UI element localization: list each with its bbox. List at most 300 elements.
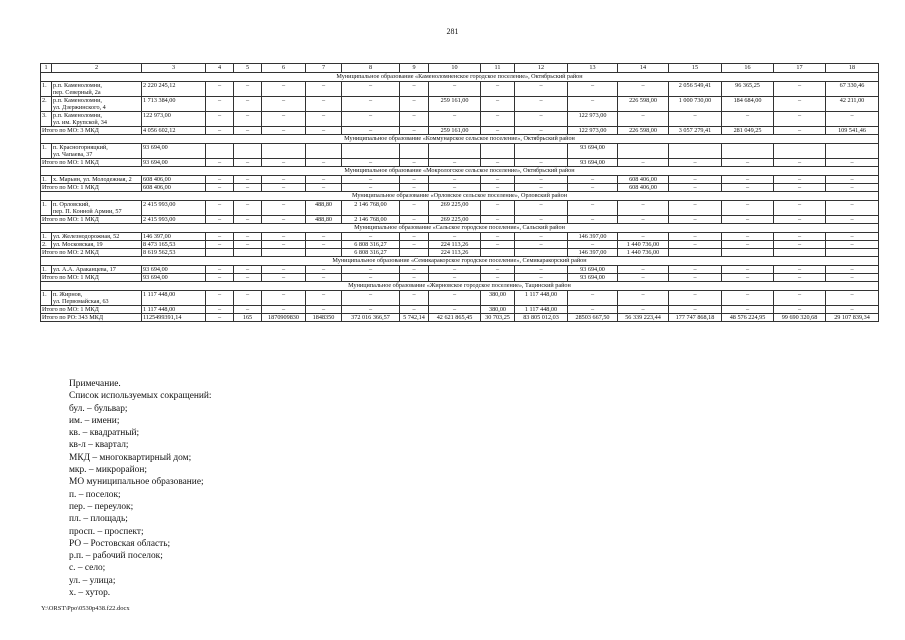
table-cell: 2 146 768,00	[342, 216, 400, 224]
table-cell: 1 713 384,00	[142, 97, 206, 112]
data-table-container	[40, 63, 870, 322]
table-cell: –	[234, 176, 262, 184]
table-cell: 93 694,00	[568, 159, 618, 167]
table-cell: –	[342, 266, 400, 274]
table-cell: –	[722, 291, 774, 306]
column-header: 10	[429, 64, 481, 73]
table-cell: 42 211,00	[826, 97, 879, 112]
table-cell	[206, 144, 234, 159]
table-cell: –	[481, 274, 515, 282]
table-cell: –	[262, 233, 306, 241]
table-cell: 488,80	[306, 201, 342, 216]
table-cell: –	[429, 82, 481, 97]
table-cell: –	[429, 233, 481, 241]
table-cell	[669, 144, 722, 159]
table-cell: –	[234, 184, 262, 192]
table-cell: –	[429, 306, 481, 314]
abbreviations-notes	[69, 378, 212, 599]
table-cell: –	[234, 127, 262, 135]
table-cell: –	[400, 201, 429, 216]
abbreviation-item: им. – имени;	[69, 415, 120, 426]
table-cell: –	[515, 241, 568, 249]
table-cell	[826, 249, 879, 257]
table-cell: –	[306, 266, 342, 274]
table-cell: –	[400, 291, 429, 306]
column-header: 4	[206, 64, 234, 73]
table-cell: 2 415 993,00	[142, 201, 206, 216]
table-cell: –	[234, 291, 262, 306]
table-cell: –	[774, 82, 826, 97]
table-cell: 1.	[41, 233, 52, 241]
table-cell: –	[515, 176, 568, 184]
table-cell: 2 220 245,12	[142, 82, 206, 97]
total-label: Итого по МО: 1 МКД	[41, 216, 142, 224]
section-row	[41, 257, 879, 266]
table-cell: –	[262, 176, 306, 184]
table-cell	[722, 249, 774, 257]
table-cell: –	[774, 127, 826, 135]
table-cell: 93 694,00	[142, 144, 206, 159]
table-cell: 372 016 366,57	[342, 314, 400, 322]
address-cell: р.п. Каменоломни, ул. Дзержинского, 4	[52, 97, 142, 112]
table-cell: –	[262, 97, 306, 112]
table-cell: 42 621 865,45	[429, 314, 481, 322]
total-row	[41, 216, 879, 224]
table-cell: –	[481, 241, 515, 249]
table-cell: 109 541,46	[826, 127, 879, 135]
column-header: 7	[306, 64, 342, 73]
table-cell	[400, 144, 429, 159]
table-cell: –	[568, 241, 618, 249]
table-cell: 608 406,00	[618, 184, 669, 192]
table-cell: 380,00	[481, 291, 515, 306]
table-cell: 56 339 223,44	[618, 314, 669, 322]
table-cell: –	[618, 159, 669, 167]
total-label: Итого по МО: 2 МКД	[41, 249, 142, 257]
table-cell: –	[262, 266, 306, 274]
file-path-footer: Y:\ORST\Ppo\0530p438.f22.docx	[41, 605, 130, 612]
table-cell: –	[568, 82, 618, 97]
table-row	[41, 201, 879, 216]
table-cell: 281 049,25	[722, 127, 774, 135]
table-cell: –	[618, 233, 669, 241]
table-cell: –	[722, 216, 774, 224]
table-cell: –	[429, 266, 481, 274]
total-row	[41, 184, 879, 192]
table-cell	[481, 249, 515, 257]
table-cell: –	[342, 112, 400, 127]
table-row	[41, 82, 879, 97]
table-cell: 2.	[41, 241, 52, 249]
column-header: 6	[262, 64, 306, 73]
table-cell: 1125499391,14	[142, 314, 206, 322]
table-cell: –	[618, 216, 669, 224]
table-cell: 1.	[41, 176, 52, 184]
table-cell	[429, 144, 481, 159]
abbreviation-item: п. – поселок;	[69, 489, 121, 500]
table-cell: –	[515, 112, 568, 127]
table-cell: –	[400, 184, 429, 192]
table-cell: 67 330,46	[826, 82, 879, 97]
abbreviation-item: р.п. – рабочий поселок;	[69, 551, 163, 562]
table-cell: 1.	[41, 291, 52, 306]
address-cell: п. Красногорняцкий, ул. Чапаева, 37	[52, 144, 142, 159]
table-cell: –	[774, 97, 826, 112]
column-header: 16	[722, 64, 774, 73]
table-cell: –	[262, 82, 306, 97]
column-header: 14	[618, 64, 669, 73]
abbreviation-item: х. – хутор.	[69, 588, 111, 599]
table-cell: 6 808 316,27	[342, 249, 400, 257]
table-cell: –	[206, 266, 234, 274]
table-cell: 1 117 448,00	[515, 306, 568, 314]
table-cell: –	[206, 201, 234, 216]
table-cell: –	[826, 241, 879, 249]
table-cell: –	[481, 266, 515, 274]
table-cell: 146 397,00	[568, 249, 618, 257]
table-cell: –	[206, 97, 234, 112]
table-cell: –	[206, 176, 234, 184]
table-cell: –	[568, 184, 618, 192]
table-cell: –	[515, 216, 568, 224]
table-cell: 269 225,00	[429, 201, 481, 216]
table-cell: –	[481, 201, 515, 216]
table-cell: –	[400, 176, 429, 184]
table-cell: –	[669, 184, 722, 192]
abbreviation-item: пер. – переулок;	[69, 501, 134, 512]
table-cell: –	[515, 233, 568, 241]
table-cell: –	[669, 216, 722, 224]
table-cell: 608 406,00	[142, 176, 206, 184]
table-cell: 2 056 549,41	[669, 82, 722, 97]
table-cell: 1.	[41, 201, 52, 216]
total-row	[41, 127, 879, 135]
section-title: Муниципальное образование «Мокрологское сельское поселение», Октябрьский район	[41, 167, 879, 176]
table-cell: –	[722, 159, 774, 167]
table-cell	[774, 249, 826, 257]
table-cell: –	[234, 159, 262, 167]
total-label: Итого по МО: 1 МКД	[41, 184, 142, 192]
table-cell: 96 365,25	[722, 82, 774, 97]
address-cell: ул. Железнодорожная, 52	[52, 233, 142, 241]
table-cell: –	[618, 201, 669, 216]
table-cell: –	[342, 233, 400, 241]
column-header: 3	[142, 64, 206, 73]
table-cell: –	[206, 82, 234, 97]
table-cell: 122 973,00	[568, 112, 618, 127]
table-cell: –	[429, 291, 481, 306]
section-row	[41, 282, 879, 291]
table-cell: –	[429, 159, 481, 167]
table-cell: –	[306, 306, 342, 314]
table-cell: 1870909830	[262, 314, 306, 322]
table-cell: –	[515, 201, 568, 216]
table-cell: –	[826, 306, 879, 314]
table-cell: –	[568, 291, 618, 306]
table-cell: –	[400, 82, 429, 97]
table-cell: –	[774, 266, 826, 274]
table-row	[41, 97, 879, 112]
table-cell: 93 694,00	[142, 274, 206, 282]
table-cell: 1 117 448,00	[515, 291, 568, 306]
table-cell: –	[669, 274, 722, 282]
table-row	[41, 241, 879, 249]
abbreviation-item: с. – село;	[69, 563, 106, 574]
section-title: Муниципальное образование «Жирновское городское поселение», Тацинский район	[41, 282, 879, 291]
table-cell: –	[826, 184, 879, 192]
table-cell: –	[206, 112, 234, 127]
table-cell: –	[826, 291, 879, 306]
abbreviation-item: РО – Ростовская область;	[69, 538, 171, 549]
table-cell: –	[400, 159, 429, 167]
table-cell: –	[826, 201, 879, 216]
table-cell: –	[481, 176, 515, 184]
table-cell: –	[618, 306, 669, 314]
table-header-row	[41, 64, 879, 73]
address-cell: р.п. Каменоломни, ул. им. Крупской, 34	[52, 112, 142, 127]
table-cell: 48 576 224,95	[722, 314, 774, 322]
table-cell: –	[306, 274, 342, 282]
table-row	[41, 266, 879, 274]
notes-title: Примечание.	[69, 379, 121, 389]
table-cell: –	[342, 176, 400, 184]
table-cell: –	[722, 274, 774, 282]
table-cell: 3 057 279,41	[669, 127, 722, 135]
table-cell: –	[206, 314, 234, 322]
table-cell: –	[669, 176, 722, 184]
table-cell: –	[206, 274, 234, 282]
table-cell: 1.	[41, 82, 52, 97]
table-cell	[206, 249, 234, 257]
table-cell	[306, 249, 342, 257]
table-cell: –	[262, 306, 306, 314]
table-cell: –	[481, 97, 515, 112]
table-cell: 226 598,00	[618, 97, 669, 112]
column-header: 12	[515, 64, 568, 73]
column-header: 9	[400, 64, 429, 73]
table-cell: –	[722, 306, 774, 314]
table-cell: 488,80	[306, 216, 342, 224]
table-cell: –	[722, 201, 774, 216]
table-cell: –	[618, 291, 669, 306]
table-cell: –	[234, 112, 262, 127]
table-cell: 1.	[41, 266, 52, 274]
table-cell: –	[481, 112, 515, 127]
table-cell: –	[774, 184, 826, 192]
table-cell: –	[306, 184, 342, 192]
total-label: Итого по МО: 1 МКД	[41, 274, 142, 282]
table-cell: 93 694,00	[142, 266, 206, 274]
table-cell: 177 747 868,18	[669, 314, 722, 322]
table-row	[41, 176, 879, 184]
abbreviation-item: кв. – квадратный;	[69, 428, 140, 439]
table-cell: –	[722, 266, 774, 274]
table-cell: –	[722, 176, 774, 184]
column-header: 18	[826, 64, 879, 73]
table-cell	[342, 144, 400, 159]
section-row	[41, 224, 879, 233]
address-cell: ул. Московская, 19	[52, 241, 142, 249]
table-cell: –	[262, 159, 306, 167]
table-cell: –	[669, 159, 722, 167]
table-cell: 6 808 316,27	[342, 241, 400, 249]
column-header: 1	[41, 64, 52, 73]
section-title: Муниципальное образование «Коммунарское сельское поселение», Октябрьский район	[41, 135, 879, 144]
table-cell: –	[515, 274, 568, 282]
table-cell: 1 440 736,00	[618, 249, 669, 257]
table-cell: –	[342, 291, 400, 306]
table-cell: –	[429, 274, 481, 282]
table-cell: –	[306, 159, 342, 167]
table-cell: –	[774, 274, 826, 282]
table-cell: –	[234, 97, 262, 112]
table-cell: 226 598,00	[618, 127, 669, 135]
section-row	[41, 167, 879, 176]
table-cell: –	[400, 127, 429, 135]
table-cell: –	[515, 266, 568, 274]
table-cell: –	[826, 112, 879, 127]
table-cell: –	[306, 127, 342, 135]
table-cell: 259 161,00	[429, 97, 481, 112]
section-title: Муниципальное образование «Каменоломненское городское поселение», Октябрьский район	[41, 73, 879, 82]
table-cell: –	[669, 266, 722, 274]
table-cell: –	[400, 306, 429, 314]
table-cell: –	[481, 127, 515, 135]
section-title: Муниципальное образование «Семикаракорское городское поселение», Семикаракорский район	[41, 257, 879, 266]
table-cell: 146 397,00	[568, 233, 618, 241]
table-cell: –	[306, 97, 342, 112]
table-row	[41, 291, 879, 306]
table-cell: –	[234, 233, 262, 241]
column-header: 2	[52, 64, 142, 73]
column-header: 15	[669, 64, 722, 73]
table-cell: 3.	[41, 112, 52, 127]
table-cell: 1 117 448,00	[142, 306, 206, 314]
table-cell: –	[400, 97, 429, 112]
table-cell	[669, 249, 722, 257]
section-row	[41, 73, 879, 82]
table-cell: –	[568, 97, 618, 112]
table-cell: –	[206, 306, 234, 314]
column-header: 17	[774, 64, 826, 73]
table-cell: –	[722, 241, 774, 249]
abbreviation-item: МО муниципальное образование;	[69, 477, 204, 488]
table-cell: –	[262, 241, 306, 249]
table-cell: –	[481, 82, 515, 97]
table-cell: –	[400, 241, 429, 249]
table-cell: 1 440 736,00	[618, 241, 669, 249]
table-cell	[234, 249, 262, 257]
table-cell: –	[234, 266, 262, 274]
table-cell: 608 406,00	[142, 184, 206, 192]
table-cell: –	[206, 216, 234, 224]
table-cell: –	[618, 82, 669, 97]
notes-subtitle: Список используемых сокращений:	[69, 391, 212, 402]
table-cell: –	[262, 201, 306, 216]
abbreviation-item: кв-л – квартал;	[69, 440, 129, 451]
column-header: 5	[234, 64, 262, 73]
table-cell: –	[826, 266, 879, 274]
section-title: Муниципальное образование «Орловское сельское поселение», Орловский район	[41, 192, 879, 201]
table-cell: –	[774, 216, 826, 224]
table-cell: –	[306, 233, 342, 241]
total-row	[41, 314, 879, 322]
table-cell: –	[306, 112, 342, 127]
table-cell: 29 107 839,34	[826, 314, 879, 322]
table-cell: 5 742,14	[400, 314, 429, 322]
table-cell: –	[400, 274, 429, 282]
table-cell: –	[481, 159, 515, 167]
table-row	[41, 112, 879, 127]
table-cell: –	[481, 233, 515, 241]
table-cell: –	[429, 112, 481, 127]
table-cell: 8 619 562,53	[142, 249, 206, 257]
abbreviation-item: бул. – бульвар;	[69, 403, 128, 414]
table-row	[41, 144, 879, 159]
table-cell: 165	[234, 314, 262, 322]
table-cell: –	[234, 216, 262, 224]
total-row	[41, 306, 879, 314]
table-cell: –	[618, 274, 669, 282]
table-cell	[774, 144, 826, 159]
table-cell: –	[568, 306, 618, 314]
housing-repair-table	[40, 63, 879, 322]
table-cell: –	[774, 201, 826, 216]
table-cell	[515, 144, 568, 159]
total-row	[41, 249, 879, 257]
total-label: Итого по МО: 1 МКД	[41, 159, 142, 167]
table-cell: 83 805 012,03	[515, 314, 568, 322]
table-cell: 224 113,26	[429, 249, 481, 257]
address-cell: п. Орловский, пер. П. Конной Армии, 57	[52, 201, 142, 216]
table-cell: 269 225,00	[429, 216, 481, 224]
table-cell: –	[669, 233, 722, 241]
abbreviation-item: просп. – проспект;	[69, 526, 144, 537]
table-cell: 2 415 993,00	[142, 216, 206, 224]
table-cell: –	[206, 184, 234, 192]
column-header: 8	[342, 64, 400, 73]
table-cell: 4 056 602,12	[142, 127, 206, 135]
table-cell: –	[306, 241, 342, 249]
table-cell: –	[568, 201, 618, 216]
table-cell: 8 473 165,53	[142, 241, 206, 249]
table-cell: 184 684,00	[722, 97, 774, 112]
address-cell: ул. А.А. Араканцева, 17	[52, 266, 142, 274]
table-cell: –	[669, 201, 722, 216]
table-cell: –	[262, 274, 306, 282]
table-cell: –	[515, 184, 568, 192]
table-cell: –	[206, 291, 234, 306]
abbreviation-item: МКД – многоквартирный дом;	[69, 452, 192, 463]
table-cell: –	[568, 216, 618, 224]
table-cell: –	[306, 291, 342, 306]
table-cell: –	[206, 159, 234, 167]
table-body	[41, 64, 879, 322]
table-cell: –	[515, 159, 568, 167]
table-cell: –	[481, 184, 515, 192]
table-cell: –	[342, 184, 400, 192]
table-cell: –	[429, 176, 481, 184]
table-cell: –	[774, 291, 826, 306]
table-cell: –	[342, 306, 400, 314]
abbreviations-list	[69, 403, 212, 600]
table-cell: –	[234, 306, 262, 314]
table-cell: 122 973,00	[142, 112, 206, 127]
table-row	[41, 233, 879, 241]
table-cell: 1 117 448,00	[142, 291, 206, 306]
table-cell: 259 161,00	[429, 127, 481, 135]
table-cell: 1.	[41, 144, 52, 159]
